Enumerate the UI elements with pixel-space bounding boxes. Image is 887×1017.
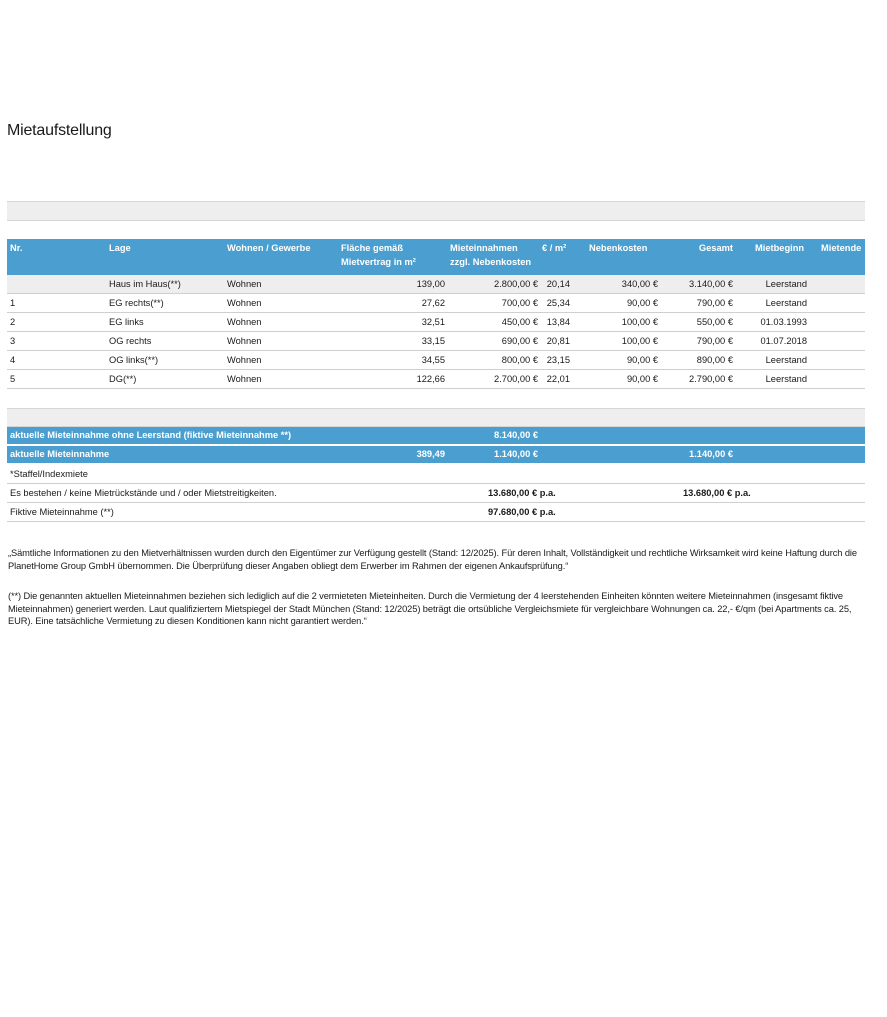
rueckstaende-label: Es bestehen / keine Mietrückstände und / oder Mietstreitigkeiten.	[10, 488, 277, 498]
header-nebenkosten: Nebenkosten	[589, 243, 648, 253]
note-fiktiv: (**) Die genannten aktuellen Mieteinnahmen beziehen sich lediglich auf die 2 vermieteten Mieteinheiten. Durch die Vermietung der 4 leerstehenden Einheiten könnten weitere Mieteinnahmen (insgesamt fiktive Mieteinnahmen) generiert werden. Laut qualifiziertem Mietspiegel der Stadt München (Stand: 12/2025) beträgt die ortsübliche Vergleichsmiete für vergleichbare Wohnungen ca. 22,- €/qm (bei Apartments ca. 25, EUR). Eine tatsächliche Vermietung zu diesen Konditionen kann nicht garantiert werden.“	[8, 591, 852, 626]
header-mietende: Mietende	[821, 243, 862, 253]
header-nutzung: Wohnen / Gewerbe	[227, 243, 311, 253]
cell-lage: EG rechts(**)	[109, 298, 164, 308]
cell-miete: 2.700,00 €	[494, 374, 538, 384]
header-gesamt: Gesamt	[698, 243, 733, 253]
fiktive-row	[7, 503, 865, 522]
cell-nebenkosten: 90,00 €	[626, 355, 658, 365]
cell-nutzung: Wohnen	[227, 374, 262, 384]
cell-lage: EG links	[109, 317, 144, 327]
fiktive-label: Fiktive Mieteinnahme (**)	[10, 507, 114, 517]
cell-miete: 700,00 €	[501, 298, 538, 308]
staffel-row	[7, 465, 865, 484]
cell-lage: OG links(**)	[109, 355, 159, 365]
rueckstaende-gesamt: 13.680,00 € p.a.	[683, 488, 751, 498]
summary-aktuell-flaeche: 389,49	[416, 449, 445, 459]
cell-lage: Haus im Haus(**)	[109, 279, 181, 289]
summary-aktuell-row	[7, 446, 865, 463]
cell-miete: 450,00 €	[501, 317, 538, 327]
cell-eur-m2: 13,84	[546, 317, 570, 327]
header-nr: Nr.	[10, 243, 23, 253]
cell-miete: 800,00 €	[501, 355, 538, 365]
cell-gesamt: 550,00 €	[696, 317, 733, 327]
header-miete-line1: Mieteinnahmen	[450, 243, 518, 253]
summary-fiktiv-miete: 8.140,00 €	[494, 430, 538, 440]
top-band	[7, 201, 865, 221]
table-row	[7, 313, 865, 332]
cell-mietbeginn: Leerstand	[765, 279, 807, 289]
cell-nutzung: Wohnen	[227, 279, 262, 289]
rueckstaende-miete: 13.680,00 € p.a.	[488, 488, 556, 498]
cell-gesamt: 790,00 €	[696, 298, 733, 308]
header-miete-line2: zzgl. Nebenkosten	[450, 257, 532, 267]
cell-mietbeginn: 01.03.1993	[760, 317, 807, 327]
cell-flaeche: 32,51	[421, 317, 445, 327]
header-eur-m2: € / m²	[542, 243, 567, 253]
cell-miete: 690,00 €	[501, 336, 538, 346]
cell-flaeche: 34,55	[421, 355, 445, 365]
cell-nr: 4	[10, 355, 16, 365]
table-row	[7, 294, 865, 313]
cell-nebenkosten: 90,00 €	[626, 298, 658, 308]
summary-fiktiv-label: aktuelle Mieteinnahme ohne Leerstand (fiktive Mieteinnahme **)	[10, 430, 292, 440]
header-flaeche-line2: Mietvertrag in m²	[341, 257, 416, 267]
cell-gesamt: 790,00 €	[696, 336, 733, 346]
cell-flaeche: 139,00	[416, 279, 445, 289]
cell-gesamt: 2.790,00 €	[689, 374, 733, 384]
staffel-label: *Staffel/Indexmiete	[10, 469, 88, 479]
cell-nebenkosten: 100,00 €	[621, 336, 658, 346]
table-row	[7, 351, 865, 370]
cell-flaeche: 27,62	[421, 298, 445, 308]
table-header	[7, 239, 865, 275]
mid-band	[7, 408, 865, 427]
cell-nutzung: Wohnen	[227, 317, 262, 327]
summary-aktuell-gesamt: 1.140,00 €	[689, 449, 733, 459]
cell-nr: 3	[10, 336, 16, 346]
cell-nr: 5	[10, 374, 16, 384]
cell-mietbeginn: Leerstand	[765, 298, 807, 308]
cell-mietbeginn: Leerstand	[765, 355, 807, 365]
cell-lage: DG(**)	[109, 374, 137, 384]
cell-nebenkosten: 340,00 €	[621, 279, 658, 289]
cell-eur-m2: 23,15	[546, 355, 570, 365]
cell-nr: 2	[10, 317, 16, 327]
cell-lage: OG rechts	[109, 336, 152, 346]
cell-nutzung: Wohnen	[227, 336, 262, 346]
cell-eur-m2: 20,14	[546, 279, 570, 289]
cell-gesamt: 890,00 €	[696, 355, 733, 365]
header-lage: Lage	[109, 243, 131, 253]
cell-eur-m2: 22,01	[546, 374, 570, 384]
note-haftung: „Sämtliche Informationen zu den Mietverhältnissen wurden durch den Eigentümer zur Verfügung gestellt (Stand: 12/2025). Für deren Inhalt, Vollständigkeit und rechtliche Wirksamkeit wird keine Haftung durch die PlanetHome Group GmbH übernommen. Die Überprüfung dieser Angaben obliegt dem Erwerber im Rahmen der eigenen Ankaufsprüfung.“	[8, 548, 857, 571]
summary-aktuell-label: aktuelle Mieteinnahme	[10, 449, 110, 459]
cell-miete: 2.800,00 €	[494, 279, 538, 289]
cell-mietbeginn: Leerstand	[765, 374, 807, 384]
summary-fiktiv-row	[7, 427, 865, 444]
table-row	[7, 275, 865, 294]
header-flaeche	[341, 242, 416, 268]
rueckstaende-row	[7, 484, 865, 503]
cell-nutzung: Wohnen	[227, 298, 262, 308]
table-row	[7, 332, 865, 351]
cell-flaeche: 122,66	[416, 374, 445, 384]
table-row	[7, 370, 865, 389]
header-mietbeginn: Mietbeginn	[755, 243, 805, 253]
summary-aktuell-miete: 1.140,00 €	[494, 449, 538, 459]
cell-eur-m2: 25,34	[546, 298, 570, 308]
header-flaeche-line1: Fläche gemäß	[341, 243, 404, 253]
cell-gesamt: 3.140,00 €	[689, 279, 733, 289]
cell-nutzung: Wohnen	[227, 355, 262, 365]
cell-flaeche: 33,15	[421, 336, 445, 346]
cell-nr: 1	[10, 298, 16, 308]
header-miete	[450, 242, 531, 268]
cell-nebenkosten: 90,00 €	[626, 374, 658, 384]
cell-nebenkosten: 100,00 €	[621, 317, 658, 327]
fiktive-miete: 97.680,00 € p.a.	[488, 507, 556, 517]
cell-eur-m2: 20,81	[546, 336, 570, 346]
page-title: Mietaufstellung	[7, 122, 112, 139]
cell-mietbeginn: 01.07.2018	[760, 336, 807, 346]
